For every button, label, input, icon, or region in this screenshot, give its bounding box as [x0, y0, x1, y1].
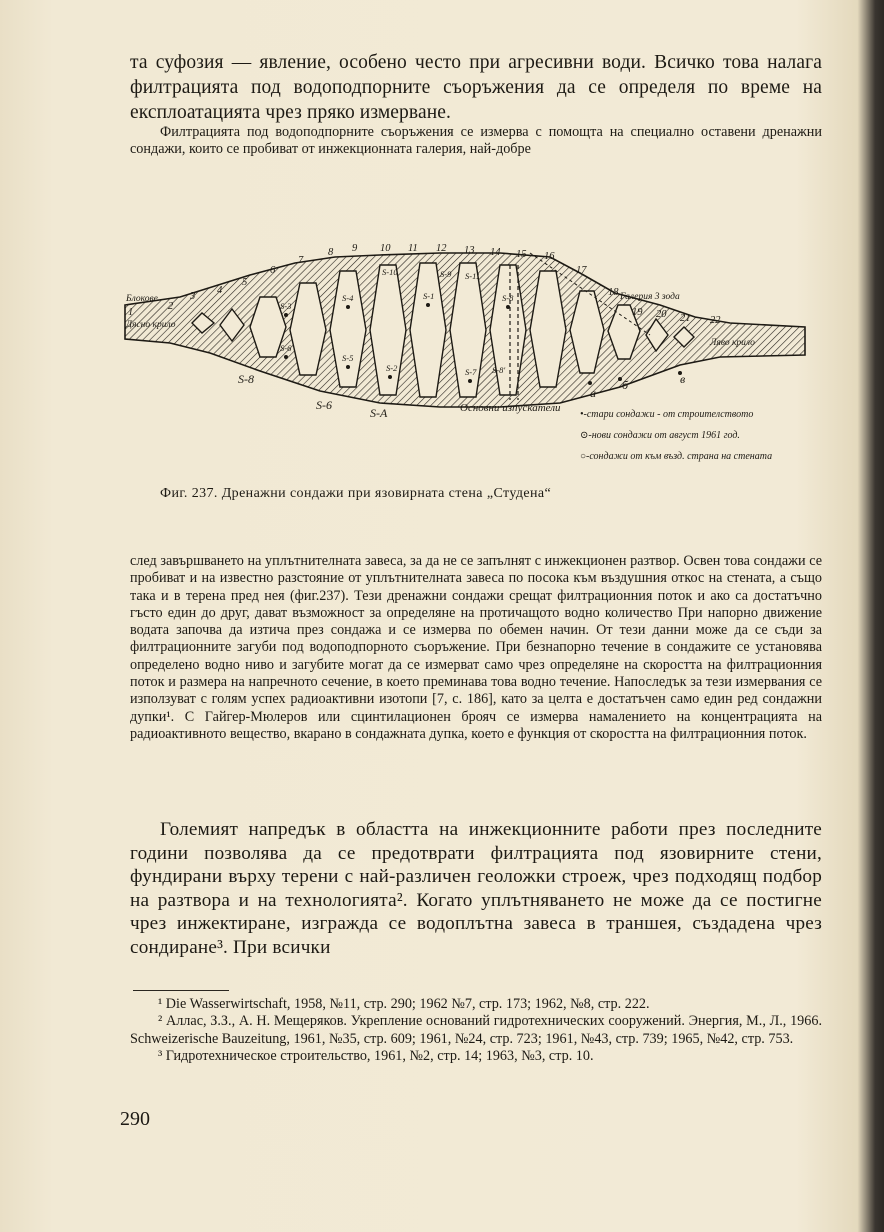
- block-number: 4: [217, 285, 223, 296]
- block-number: 20: [656, 309, 667, 320]
- block-number: 17: [576, 265, 587, 276]
- block-number: 3: [190, 291, 196, 302]
- label-blocks: Блокове: [126, 294, 158, 304]
- legend-item: ⊙-нови сондажи от август 1961 год.: [580, 430, 740, 441]
- footnote: ³ Гидротехническое строительство, 1961, №2, стр. 14; 1963, №3, стр. 10.: [158, 1047, 594, 1064]
- body-small-paragraph: [130, 553, 822, 743]
- figure-caption: Фиг. 237. Дренажни сондажи при язовирната стена „Студена“: [160, 486, 552, 501]
- block-number: 2: [168, 301, 174, 312]
- body-small-text: след завършването на уплътнителната завеса, за да не се запълнят с инжекционен разтвор. Освен това сондажи се пробиват и на известно разстояние от уплътнителната завеса по посока към въздушния откос на стената, а също така и в терена пред нея (фиг.237). Тези дренажни сондажи срещат филтрационния поток и ако са достатъчно гъсто един до друг, дават възможност за определяне на протичащото водно количество При напорно движение водата започва да изтича през сондажа и се измерва по обемен начин. От тези данни може да се съди за филтрационните загуби под водоподпорното съоръжение. При безнапорно течение в сондажите се установява определено водно ниво и загубите могат да се измерват само чрез определяне на скоростта на филтрационния поток и размера на напречното сечение, в което преминава това водно течение. Напоследък за тези измервания се използуват с голям успех радиоактивни изотопи [7, с. 186], като за целта е достатъчен само един ред сондажни дупки¹. С Гайгер-Мюлеров или сцинтилационен брояч се измерва намалението на концентрацията на радиоактивното вещество, вкарано в сондажната дупка, което е функция от скоростта на филтрационния поток.: [130, 553, 822, 742]
- block-number: 9: [352, 243, 358, 254]
- intro-small-text: Филтрацията под водоподпорните съоръжения се измерва с помощта на специално оставени дренажни сондажи, които се пробиват от инжекционната галерия, най-добре: [130, 124, 822, 158]
- well-label: S-8': [492, 365, 506, 375]
- block-number: 18: [608, 287, 619, 298]
- label-a: a: [590, 386, 596, 400]
- well-label: S-7: [465, 367, 477, 377]
- label-b: б: [622, 378, 629, 392]
- block-number: 1: [128, 307, 134, 318]
- label-right-bank: Дясно крило: [126, 320, 176, 330]
- label-outlets: Основни изпускатели: [460, 402, 561, 414]
- block-number: 5: [242, 277, 248, 288]
- label-v: в: [680, 372, 686, 386]
- block-number: 8: [328, 247, 334, 258]
- footnote: ¹ Die Wasserwirtschaft, 1958, №11, стр. 290; 1962 №7, стр. 173; 1962, №8, стр. 222.: [158, 996, 650, 1012]
- block-number: 7: [298, 255, 304, 266]
- well-label: S-11: [465, 271, 480, 281]
- block-number: 22: [710, 315, 721, 326]
- label-sa: S-A: [370, 406, 388, 420]
- legend-item: ○-сондажи от към възд. страна на стената: [580, 451, 773, 462]
- block-number: 15: [516, 249, 527, 260]
- well-label: S-5: [342, 353, 354, 363]
- footnotes: [130, 996, 822, 1065]
- well-label: S-1: [423, 291, 435, 301]
- block-number: 12: [436, 243, 447, 254]
- label-gallery: Галерия 3 зода: [620, 292, 680, 302]
- block-number: 16: [544, 251, 555, 262]
- block-number: 14: [490, 247, 501, 258]
- well-label: S-4: [342, 293, 354, 303]
- block-number: 13: [464, 245, 475, 256]
- footnote: ² Аллас, З.З., А. Н. Мещеряков. Укрепление оснований гидротехнических сооружений. Энергия, М., Л., 1966. Schweizerische Bauzeitung, 1961, №35, стр. 609; 1961, №24, стр. 723; 1961, №43, стр. 739; 1965, №42, стр. 753.: [130, 1013, 822, 1047]
- intro-text: та суфозия — явление, особено често при агресивни води. Всичко това налага филтрацията под водоподпорните съоръжения да се определя по време на експлоатацията чрез пряко измерване.: [130, 52, 822, 123]
- well-label: S-8: [502, 293, 514, 303]
- block-number: 21: [680, 313, 691, 324]
- block-number: 19: [632, 307, 643, 318]
- well-label: S-6: [280, 343, 292, 353]
- label-s6: S-6: [316, 398, 332, 412]
- block-number: 10: [380, 243, 391, 254]
- well-label: S-9: [440, 269, 452, 279]
- intro-small-paragraph: [130, 124, 822, 159]
- figure-legend: [580, 409, 772, 462]
- dam-drainage-figure: [120, 235, 820, 475]
- intro-paragraph: [130, 50, 822, 125]
- well-label: S-10: [382, 267, 398, 277]
- well-label: S-3: [280, 301, 292, 311]
- label-left-bank: Ляво крило: [710, 338, 755, 348]
- block-number: 6: [270, 265, 276, 276]
- label-s8: S-8: [238, 372, 254, 386]
- page-number: 290: [120, 1108, 150, 1130]
- large-paragraph: [130, 818, 822, 960]
- footnote-rule: [133, 990, 229, 991]
- large-text: Големият напредък в областта на инжекционните работи през последните години позволява да се предотврати филтрацията под язовирните стени, фундирани върху терени с най-различен геоложки строеж, чрез подходящ подбор на разтвора и на технологията². Когато уплътняването не може да се постигне чрез инжектиране, изгражда се водоплътна завеса в траншея, създадена чрез сондиране³. При всички: [130, 819, 822, 958]
- block-number: 11: [408, 243, 418, 254]
- legend-item: •-стари сондажи - от строителството: [580, 409, 754, 420]
- well-label: S-2: [386, 363, 398, 373]
